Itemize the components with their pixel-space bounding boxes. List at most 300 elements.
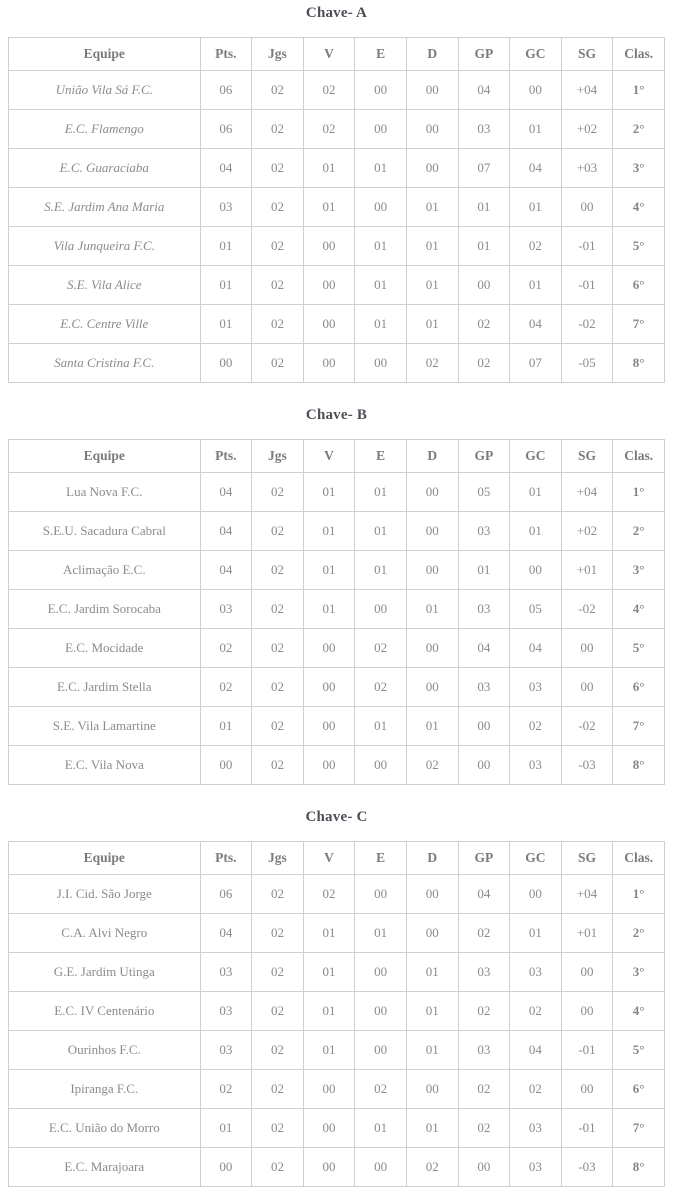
stat-cell: 03	[458, 953, 510, 992]
stat-cell: -01	[561, 227, 613, 266]
team-name-cell: E.C. Centre Ville	[9, 305, 201, 344]
stat-cell: 02	[252, 473, 304, 512]
stat-cell: 01	[355, 512, 407, 551]
stat-cell: 02	[252, 305, 304, 344]
table-row	[9, 875, 665, 914]
team-name-cell: E.C. Mocidade	[9, 629, 201, 668]
table-row	[9, 110, 665, 149]
stat-cell: 02	[252, 590, 304, 629]
table-row	[9, 188, 665, 227]
stat-cell: 02	[252, 1109, 304, 1148]
stat-cell: 01	[303, 1031, 355, 1070]
stat-cell: 04	[458, 71, 510, 110]
table-row	[9, 1070, 665, 1109]
stat-cell: 00	[510, 71, 562, 110]
stat-cell: 01	[406, 188, 458, 227]
stat-cell: 03	[458, 668, 510, 707]
stat-cell: 00	[303, 344, 355, 383]
stat-cell: 00	[406, 512, 458, 551]
stat-cell: 07	[458, 149, 510, 188]
stat-cell: 04	[200, 473, 252, 512]
stat-cell: 01	[303, 473, 355, 512]
rank-cell: 8°	[613, 344, 665, 383]
rank-cell: 3°	[613, 953, 665, 992]
rank-cell: 5°	[613, 629, 665, 668]
stat-cell: 02	[458, 344, 510, 383]
rank-cell: 1°	[613, 71, 665, 110]
stat-cell: 00	[406, 914, 458, 953]
stat-cell: 04	[458, 875, 510, 914]
stat-cell: 01	[458, 188, 510, 227]
stat-cell: 02	[458, 992, 510, 1031]
stat-cell: -03	[561, 1148, 613, 1187]
stat-cell: 00	[406, 668, 458, 707]
stat-cell: 02	[252, 707, 304, 746]
column-header-d: D	[406, 842, 458, 875]
stat-cell: 02	[458, 305, 510, 344]
stat-cell: 01	[355, 266, 407, 305]
stat-cell: 01	[303, 512, 355, 551]
rank-cell: 8°	[613, 746, 665, 785]
stat-cell: 01	[200, 266, 252, 305]
stat-cell: 00	[200, 746, 252, 785]
stat-cell: 02	[252, 149, 304, 188]
stat-cell: 00	[406, 629, 458, 668]
stat-cell: 00	[303, 1070, 355, 1109]
stat-cell: 02	[406, 746, 458, 785]
stat-cell: 02	[355, 1070, 407, 1109]
group-title: Chave- B	[305, 407, 368, 423]
rank-cell: 3°	[613, 551, 665, 590]
stat-cell: 02	[252, 1031, 304, 1070]
stat-cell: 02	[458, 1070, 510, 1109]
column-header-e: E	[355, 38, 407, 71]
table-row	[9, 344, 665, 383]
column-header-clas: Clas.	[613, 38, 665, 71]
stat-cell: 01	[458, 551, 510, 590]
stat-cell: 00	[355, 344, 407, 383]
stat-cell: 02	[252, 110, 304, 149]
table-row	[9, 149, 665, 188]
stat-cell: -02	[561, 305, 613, 344]
column-header-clas: Clas.	[613, 842, 665, 875]
stat-cell: 04	[200, 512, 252, 551]
stat-cell: 00	[406, 110, 458, 149]
stat-cell: 01	[355, 149, 407, 188]
stat-cell: -03	[561, 746, 613, 785]
stat-cell: 01	[355, 551, 407, 590]
column-header-pts: Pts.	[200, 842, 252, 875]
stat-cell: 04	[458, 629, 510, 668]
stat-cell: 01	[355, 707, 407, 746]
rank-cell: 1°	[613, 875, 665, 914]
column-header-gc: GC	[510, 842, 562, 875]
rank-cell: 4°	[613, 188, 665, 227]
column-header-jgs: Jgs	[252, 842, 304, 875]
column-header-gp: GP	[458, 440, 510, 473]
group-title: Chave- C	[305, 809, 368, 825]
stat-cell: 07	[510, 344, 562, 383]
team-name-cell: C.A. Alvi Negro	[9, 914, 201, 953]
stat-cell: 00	[406, 149, 458, 188]
stat-cell: 04	[510, 305, 562, 344]
table-row	[9, 914, 665, 953]
team-name-cell: E.C. Flamengo	[9, 110, 201, 149]
stat-cell: 01	[200, 227, 252, 266]
stat-cell: 01	[200, 1109, 252, 1148]
group-title: Chave- A	[305, 5, 368, 21]
rank-cell: 2°	[613, 512, 665, 551]
stat-cell: -05	[561, 344, 613, 383]
stat-cell: 02	[406, 1148, 458, 1187]
stat-cell: 03	[458, 590, 510, 629]
table-row	[9, 71, 665, 110]
stat-cell: 02	[510, 227, 562, 266]
column-header-v: V	[303, 38, 355, 71]
team-name-cell: E.C. Vila Nova	[9, 746, 201, 785]
stat-cell: 01	[303, 590, 355, 629]
stat-cell: 02	[200, 1070, 252, 1109]
stat-cell: 00	[406, 1070, 458, 1109]
table-row	[9, 953, 665, 992]
standings-table	[8, 37, 665, 383]
stat-cell: 01	[303, 914, 355, 953]
rank-cell: 5°	[613, 1031, 665, 1070]
team-name-cell: S.E. Jardim Ana Maria	[9, 188, 201, 227]
stat-cell: 01	[303, 188, 355, 227]
rank-cell: 5°	[613, 227, 665, 266]
team-name-cell: G.E. Jardim Utinga	[9, 953, 201, 992]
stat-cell: 02	[252, 1070, 304, 1109]
stat-cell: 00	[458, 707, 510, 746]
stat-cell: 02	[510, 1070, 562, 1109]
table-row	[9, 551, 665, 590]
stat-cell: 04	[200, 914, 252, 953]
stat-cell: 01	[510, 188, 562, 227]
stat-cell: -02	[561, 590, 613, 629]
table-row	[9, 1031, 665, 1070]
stat-cell: 00	[355, 992, 407, 1031]
team-name-cell: União Vila Sá F.C.	[9, 71, 201, 110]
stat-cell: 00	[561, 953, 613, 992]
stat-cell: 01	[303, 992, 355, 1031]
stat-cell: 00	[303, 305, 355, 344]
rank-cell: 6°	[613, 668, 665, 707]
rank-cell: 4°	[613, 992, 665, 1031]
stat-cell: +04	[561, 875, 613, 914]
stat-cell: -02	[561, 707, 613, 746]
stat-cell: 03	[510, 1148, 562, 1187]
stat-cell: 00	[303, 1109, 355, 1148]
stat-cell: 00	[303, 746, 355, 785]
stat-cell: 03	[200, 188, 252, 227]
header-row	[9, 842, 665, 875]
stat-cell: +04	[561, 473, 613, 512]
stat-cell: 00	[406, 551, 458, 590]
column-header-d: D	[406, 38, 458, 71]
stat-cell: 01	[406, 1031, 458, 1070]
stat-cell: 03	[458, 512, 510, 551]
standings-table	[8, 841, 665, 1187]
stat-cell: 00	[303, 707, 355, 746]
rank-cell: 7°	[613, 707, 665, 746]
stat-cell: +04	[561, 71, 613, 110]
stat-cell: 02	[355, 668, 407, 707]
stat-cell: 03	[458, 110, 510, 149]
stat-cell: 01	[406, 305, 458, 344]
column-header-gp: GP	[458, 38, 510, 71]
column-header-e: E	[355, 842, 407, 875]
stat-cell: -01	[561, 1031, 613, 1070]
stat-cell: 01	[355, 473, 407, 512]
stat-cell: 01	[458, 227, 510, 266]
table-row	[9, 1148, 665, 1187]
rank-cell: 2°	[613, 110, 665, 149]
rank-cell: 4°	[613, 590, 665, 629]
column-header-d: D	[406, 440, 458, 473]
table-row	[9, 305, 665, 344]
stat-cell: 01	[406, 953, 458, 992]
column-header-equipe: Equipe	[9, 38, 201, 71]
group-section-b	[8, 406, 665, 785]
table-row	[9, 590, 665, 629]
table-row	[9, 227, 665, 266]
stat-cell: 01	[406, 707, 458, 746]
stat-cell: +02	[561, 110, 613, 149]
rank-cell: 6°	[613, 1070, 665, 1109]
team-name-cell: Aclimação E.C.	[9, 551, 201, 590]
column-header-gc: GC	[510, 440, 562, 473]
stat-cell: 01	[406, 227, 458, 266]
stat-cell: 01	[303, 149, 355, 188]
column-header-v: V	[303, 842, 355, 875]
header-row	[9, 38, 665, 71]
stat-cell: 01	[406, 590, 458, 629]
stat-cell: 01	[510, 512, 562, 551]
team-name-cell: Santa Cristina F.C.	[9, 344, 201, 383]
stat-cell: 04	[510, 149, 562, 188]
stat-cell: 06	[200, 71, 252, 110]
stat-cell: 02	[510, 707, 562, 746]
column-header-pts: Pts.	[200, 38, 252, 71]
stat-cell: 02	[252, 188, 304, 227]
stat-cell: 02	[252, 668, 304, 707]
team-name-cell: E.C. Guaraciaba	[9, 149, 201, 188]
stat-cell: 00	[355, 1148, 407, 1187]
stat-cell: 04	[510, 1031, 562, 1070]
table-row	[9, 473, 665, 512]
stat-cell: 06	[200, 110, 252, 149]
stat-cell: 01	[355, 305, 407, 344]
column-header-v: V	[303, 440, 355, 473]
stat-cell: 00	[458, 1148, 510, 1187]
column-header-jgs: Jgs	[252, 38, 304, 71]
stat-cell: 00	[355, 875, 407, 914]
table-row	[9, 1109, 665, 1148]
stat-cell: 01	[510, 266, 562, 305]
stat-cell: 00	[303, 266, 355, 305]
team-name-cell: Ourinhos F.C.	[9, 1031, 201, 1070]
stat-cell: 03	[510, 746, 562, 785]
stat-cell: 02	[252, 953, 304, 992]
table-row	[9, 512, 665, 551]
stat-cell: 03	[200, 1031, 252, 1070]
stat-cell: 01	[406, 266, 458, 305]
stat-cell: 02	[252, 1148, 304, 1187]
stat-cell: +02	[561, 512, 613, 551]
rank-cell: 3°	[613, 149, 665, 188]
stat-cell: 02	[510, 992, 562, 1031]
column-header-gp: GP	[458, 842, 510, 875]
stat-cell: 02	[303, 71, 355, 110]
stat-cell: 02	[406, 344, 458, 383]
stat-cell: 00	[303, 629, 355, 668]
stat-cell: 01	[355, 227, 407, 266]
stat-cell: 02	[252, 551, 304, 590]
column-header-sg: SG	[561, 38, 613, 71]
column-header-sg: SG	[561, 842, 613, 875]
column-header-equipe: Equipe	[9, 842, 201, 875]
column-header-jgs: Jgs	[252, 440, 304, 473]
stat-cell: 01	[510, 110, 562, 149]
stat-cell: 02	[252, 746, 304, 785]
stat-cell: 00	[510, 875, 562, 914]
stat-cell: 00	[355, 188, 407, 227]
stat-cell: 03	[200, 590, 252, 629]
stat-cell: -01	[561, 266, 613, 305]
stat-cell: 00	[355, 71, 407, 110]
stat-cell: 05	[510, 590, 562, 629]
stat-cell: 02	[458, 1109, 510, 1148]
stat-cell: 02	[252, 227, 304, 266]
stat-cell: 02	[303, 110, 355, 149]
column-header-clas: Clas.	[613, 440, 665, 473]
table-row	[9, 629, 665, 668]
stat-cell: 02	[200, 629, 252, 668]
team-name-cell: E.C. Marajoara	[9, 1148, 201, 1187]
stat-cell: 06	[200, 875, 252, 914]
rank-cell: 8°	[613, 1148, 665, 1187]
stat-cell: 00	[406, 875, 458, 914]
stat-cell: 00	[561, 629, 613, 668]
stat-cell: 03	[200, 953, 252, 992]
stat-cell: +03	[561, 149, 613, 188]
stat-cell: 01	[200, 305, 252, 344]
stat-cell: 00	[355, 746, 407, 785]
group-section-c	[8, 808, 665, 1187]
team-name-cell: Ipiranga F.C.	[9, 1070, 201, 1109]
stat-cell: 00	[355, 953, 407, 992]
stat-cell: 00	[458, 266, 510, 305]
stat-cell: 03	[458, 1031, 510, 1070]
standings-table	[8, 439, 665, 785]
stat-cell: 01	[510, 473, 562, 512]
stat-cell: 02	[252, 875, 304, 914]
stat-cell: 00	[561, 668, 613, 707]
stat-cell: 00	[303, 668, 355, 707]
stat-cell: 00	[406, 473, 458, 512]
stat-cell: 01	[200, 707, 252, 746]
stat-cell: 01	[355, 1109, 407, 1148]
stat-cell: 00	[355, 1031, 407, 1070]
stat-cell: 02	[458, 914, 510, 953]
team-name-cell: Lua Nova F.C.	[9, 473, 201, 512]
team-name-cell: E.C. Jardim Sorocaba	[9, 590, 201, 629]
stat-cell: 02	[252, 512, 304, 551]
stat-cell: 03	[510, 1109, 562, 1148]
stat-cell: 02	[303, 875, 355, 914]
rank-cell: 1°	[613, 473, 665, 512]
table-row	[9, 707, 665, 746]
stat-cell: 01	[510, 914, 562, 953]
rank-cell: 7°	[613, 1109, 665, 1148]
stat-cell: 00	[510, 551, 562, 590]
team-name-cell: E.C. IV Centenário	[9, 992, 201, 1031]
stat-cell: 01	[303, 551, 355, 590]
team-name-cell: E.C. União do Morro	[9, 1109, 201, 1148]
stat-cell: 00	[355, 590, 407, 629]
stat-cell: 02	[252, 344, 304, 383]
stat-cell: 03	[510, 953, 562, 992]
group-section-a	[8, 4, 665, 383]
stat-cell: 00	[200, 1148, 252, 1187]
stat-cell: 00	[355, 110, 407, 149]
stat-cell: 00	[303, 227, 355, 266]
stat-cell: 02	[252, 71, 304, 110]
stat-cell: 03	[510, 668, 562, 707]
rank-cell: 7°	[613, 305, 665, 344]
stat-cell: 01	[303, 953, 355, 992]
stat-cell: 02	[200, 668, 252, 707]
stat-cell: 00	[406, 71, 458, 110]
stat-cell: 02	[252, 266, 304, 305]
rank-cell: 6°	[613, 266, 665, 305]
stat-cell: 05	[458, 473, 510, 512]
stat-cell: 00	[561, 188, 613, 227]
stat-cell: 00	[303, 1148, 355, 1187]
column-header-e: E	[355, 440, 407, 473]
table-row	[9, 992, 665, 1031]
rank-cell: 2°	[613, 914, 665, 953]
table-row	[9, 266, 665, 305]
stat-cell: 00	[458, 746, 510, 785]
column-header-equipe: Equipe	[9, 440, 201, 473]
stat-cell: -01	[561, 1109, 613, 1148]
stat-cell: 04	[200, 551, 252, 590]
stat-cell: 02	[252, 629, 304, 668]
stat-cell: 03	[200, 992, 252, 1031]
stat-cell: 04	[200, 149, 252, 188]
column-header-sg: SG	[561, 440, 613, 473]
team-name-cell: S.E. Vila Alice	[9, 266, 201, 305]
stat-cell: 00	[200, 344, 252, 383]
table-row	[9, 746, 665, 785]
table-row	[9, 668, 665, 707]
stat-cell: 01	[406, 1109, 458, 1148]
column-header-gc: GC	[510, 38, 562, 71]
team-name-cell: S.E. Vila Lamartine	[9, 707, 201, 746]
stat-cell: 02	[355, 629, 407, 668]
stat-cell: +01	[561, 551, 613, 590]
team-name-cell: S.E.U. Sacadura Cabral	[9, 512, 201, 551]
stat-cell: 04	[510, 629, 562, 668]
stat-cell: +01	[561, 914, 613, 953]
stat-cell: 02	[252, 914, 304, 953]
team-name-cell: Vila Junqueira F.C.	[9, 227, 201, 266]
team-name-cell: E.C. Jardim Stella	[9, 668, 201, 707]
header-row	[9, 440, 665, 473]
stat-cell: 01	[355, 914, 407, 953]
